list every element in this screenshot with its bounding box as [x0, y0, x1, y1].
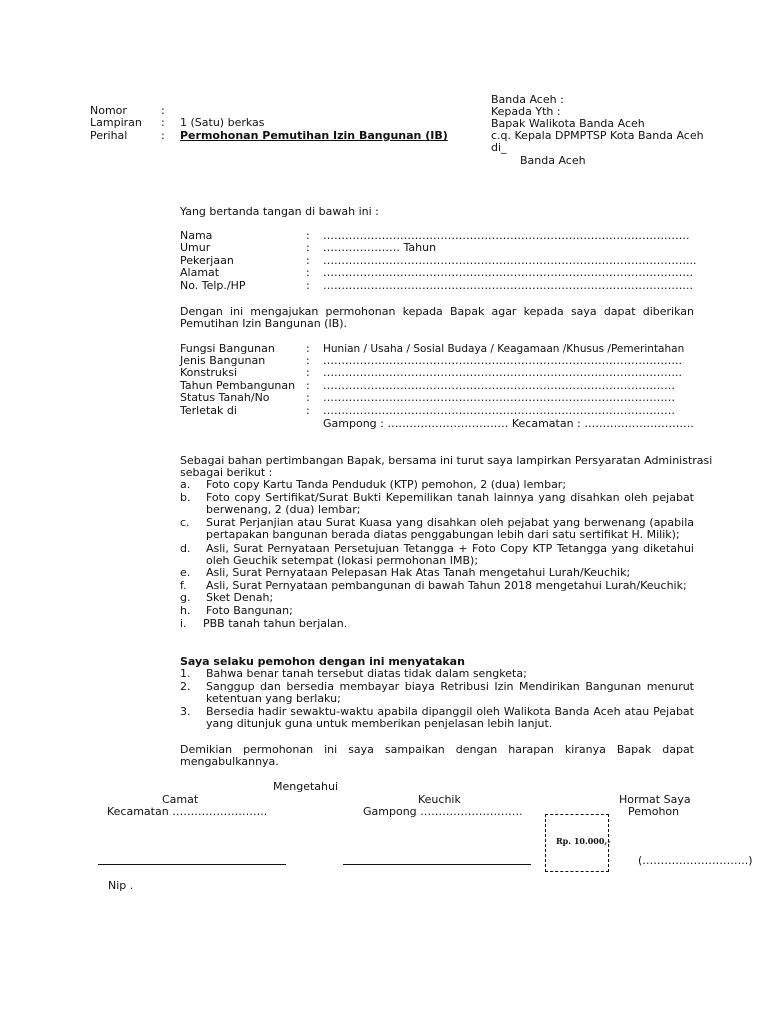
list-key: 3. — [180, 705, 191, 718]
field-value-tahun: …………………………………………………………………………………… — [323, 379, 675, 392]
field-label-jenis: Jenis Bangunan — [180, 354, 266, 367]
list-item: PBB tanah tahun berjalan. — [203, 617, 348, 630]
meta-sep: : — [161, 116, 165, 129]
list-item: Foto copy Sertifikat/Surat Bukti Kepemilikan tanah lainnya yang disahkan oleh pejabat — [206, 491, 694, 504]
field-sep: : — [306, 241, 310, 254]
closing-line-1: Demikian permohonan ini saya sampaikan dengan harapan kiranya Bapak dapat — [180, 743, 694, 756]
request-line-2: Pemutihan Izin Bangunan (IB). — [180, 317, 348, 330]
list-key: c. — [180, 516, 190, 529]
applicant-title: Hormat Saya — [619, 793, 691, 806]
list-key: 2. — [180, 680, 191, 693]
list-item: Sanggup dan bersedia membayar biaya Retribusi Izin Mendirikan Bangunan menurut — [206, 680, 694, 693]
location-line: Gampong : …………………………… Kecamatan : ………….…………….. — [323, 417, 694, 430]
field-value-pekerjaan: ………………………………………………………………………………………... — [323, 254, 697, 267]
list-item: Foto copy Kartu Tanda Penduduk (KTP) pemohon, 2 (dua) lembar; — [206, 478, 567, 491]
field-sep: : — [306, 229, 310, 242]
keuchik-signature-line — [343, 864, 531, 865]
field-value-fungsi: Hunian / Usaha / Sosial Budaya / Keagamaan /Khusus /Pemerintahan — [323, 343, 685, 355]
meta-value-lampiran: 1 (Satu) berkas — [180, 116, 265, 129]
addressee-to: Kepada Yth : — [491, 105, 561, 118]
field-label-fungsi: Fungsi Bangunan — [180, 342, 275, 355]
list-item: Asli, Surat Pernyataan Pelepasan Hak Atas Tanah mengetahui Lurah/Keuchik; — [206, 566, 631, 579]
field-value-telp: ……………………………………………………………………………………….. — [323, 279, 693, 292]
list-key: a. — [180, 478, 191, 491]
field-label-nama: Nama — [180, 229, 213, 242]
field-sep: : — [306, 266, 310, 279]
addressee-city: Banda Aceh — [520, 154, 586, 167]
list-item-cont: pertapakan bangunan berada diatas penggabungan lebih dari satu sertifikat H. Milik); — [206, 528, 680, 541]
camat-signature-line — [98, 864, 286, 865]
meta-value-perihal: Permohonan Pemutihan Izin Bangunan (IB) — [180, 129, 448, 142]
meta-sep: : — [161, 129, 165, 142]
list-item: Sket Denah; — [206, 591, 274, 604]
field-value-umur: ………………… Tahun — [323, 241, 437, 254]
meta-sep: : — [161, 104, 165, 117]
field-value-alamat: ……………………………………………………………………………………….. — [323, 266, 693, 279]
field-value-konstruksi: …………………………………………………………………………………….. — [323, 366, 682, 379]
list-key: g. — [180, 591, 191, 604]
keuchik-title: Keuchik — [418, 793, 461, 806]
statement-heading: Saya selaku pemohon dengan ini menyatakan — [180, 655, 465, 668]
field-label-alamat: Alamat — [180, 266, 220, 279]
list-item: Asli, Surat Pernyataan pembangunan di bawah Tahun 2018 mengetahui Lurah/Keuchik; — [206, 579, 687, 592]
field-label-terletak: Terletak di — [180, 404, 237, 417]
list-item: Surat Perjanjian atau Surat Kuasa yang disahkan oleh pejabat yang berwenang (apabila — [206, 516, 694, 529]
field-sep: : — [306, 391, 310, 404]
applicant-subtitle: Pemohon — [628, 805, 680, 818]
field-label-umur: Umur — [180, 241, 211, 254]
stamp-box — [545, 814, 609, 872]
applicant-name-placeholder: (………………………..) — [638, 854, 753, 867]
list-item: Bersedia hadir sewaktu-waktu apabila dipanggil oleh Walikota Banda Aceh atau Pejabat — [206, 705, 694, 718]
list-key: b. — [180, 491, 191, 504]
intro-text: Yang bertanda tangan di bawah ini : — [180, 205, 379, 218]
field-value-nama: ………………………………………………………………………………………. — [323, 229, 690, 242]
field-label-tahun: Tahun Pembangunan — [180, 379, 296, 392]
list-item-cont: oleh Geuchik setempat (lokasi permohonan IMB); — [206, 554, 479, 567]
list-item-cont: ketentuan yang berlaku; — [206, 692, 341, 705]
list-item-cont: yang ditunjuk guna untuk memberikan penjelasan lebih lanjut. — [206, 717, 553, 730]
field-sep: : — [306, 366, 310, 379]
stamp-text: Rp. 10.000,- — [556, 836, 611, 846]
camat-subtitle: Kecamatan …………………….. — [107, 805, 268, 818]
addressee-di: di_ — [491, 141, 507, 154]
attachments-intro-1: Sebagai bahan pertimbangan Bapak, bersama ini turut saya lampirkan Persyaratan Administrasi — [180, 454, 713, 467]
attachments-intro-2: sebagai berikut : — [180, 466, 273, 479]
field-value-terletak: …………………………………………………………………………………… — [323, 404, 675, 417]
nip-label: Nip . — [108, 879, 134, 892]
list-key: i. — [180, 617, 187, 630]
meta-label-lampiran: Lampiran — [90, 116, 142, 129]
field-label-konstruksi: Konstruksi — [180, 366, 238, 379]
list-item: Asli, Surat Pernyataan Persetujuan Tetangga + Foto Copy KTP Tetangga yang diketahui — [206, 542, 694, 555]
field-sep: : — [306, 342, 310, 355]
request-line-1: Dengan ini mengajukan permohonan kepada Bapak agar kepada saya dapat diberikan — [180, 305, 694, 318]
list-item-cont: berwenang, 2 (dua) lembar; — [206, 503, 361, 516]
camat-title: Camat — [162, 793, 199, 806]
list-item: Foto Bangunan; — [206, 604, 293, 617]
list-key: h. — [180, 604, 191, 617]
field-label-pekerjaan: Pekerjaan — [180, 254, 234, 267]
field-sep: : — [306, 404, 310, 417]
field-sep: : — [306, 379, 310, 392]
field-value-jenis: …………………………………………………………………………………….. — [323, 354, 682, 367]
list-key: 1. — [180, 667, 191, 680]
list-item: Bahwa benar tanah tersebut diatas tidak dalam sengketa; — [206, 667, 527, 680]
field-sep: : — [306, 354, 310, 367]
field-sep: : — [306, 279, 310, 292]
date-line: Banda Aceh : — [491, 93, 564, 106]
list-key: d. — [180, 542, 191, 555]
field-sep: : — [306, 254, 310, 267]
acknowledge-label: Mengetahui — [273, 780, 339, 793]
addressee-cq: c.q. Kepala DPMPTSP Kota Banda Aceh — [491, 129, 704, 142]
closing-line-2: mengabulkannya. — [180, 755, 279, 768]
list-key: f. — [180, 579, 187, 592]
meta-label-perihal: Perihal — [90, 129, 128, 142]
meta-label-nomor: Nomor — [90, 104, 127, 117]
list-key: e. — [180, 566, 191, 579]
field-value-status: …………………………………………………………………………………… — [323, 391, 675, 404]
field-label-status: Status Tanah/No — [180, 391, 270, 404]
keuchik-subtitle: Gampong ………………………. — [363, 805, 523, 818]
field-label-telp: No. Telp./HP — [180, 279, 246, 292]
addressee-name: Bapak Walikota Banda Aceh — [491, 117, 645, 130]
